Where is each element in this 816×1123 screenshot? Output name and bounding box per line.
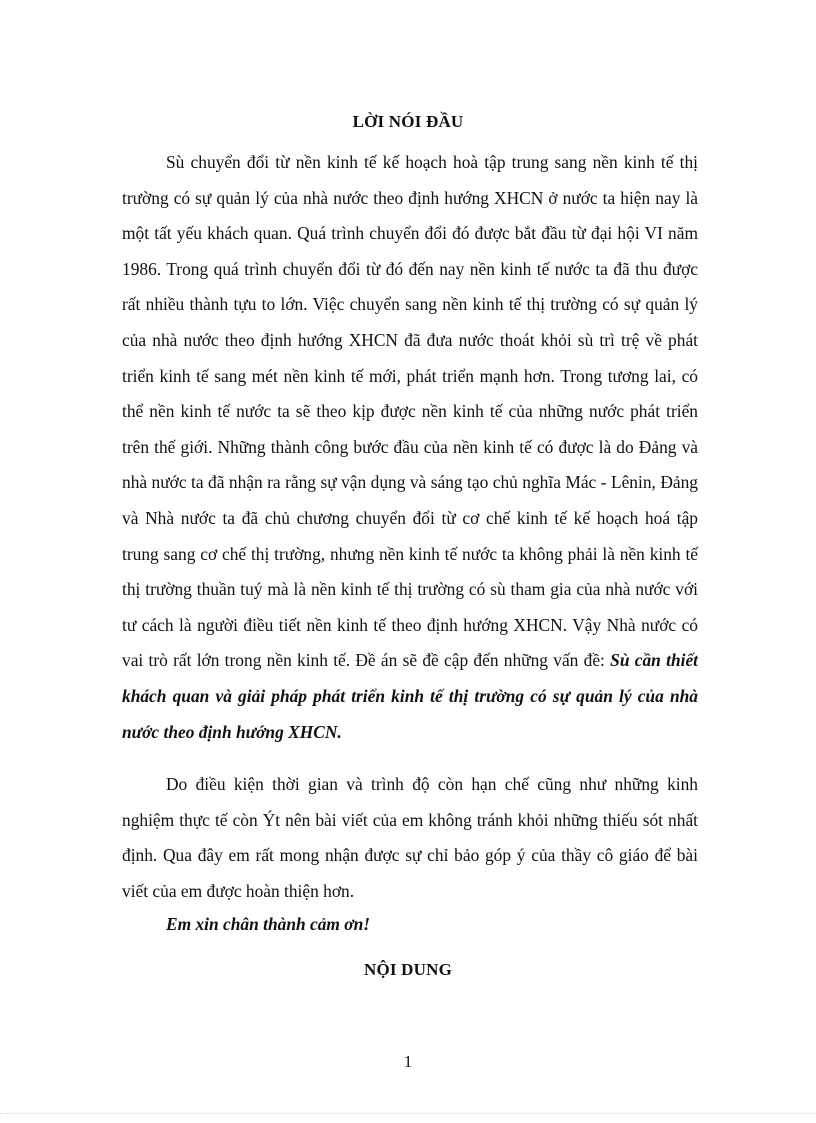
page-number: 1 <box>403 1052 413 1071</box>
intro-paragraph-2: Do điều kiện thời gian và trình độ còn hạn chế cũng như những kinh nghiệm thực tế còn Ýt nên bài viết của em không tránh khỏi những thiếu sót nhất định. Qua đây em rất mong nhận được sự chỉ bảo góp ý của thầy cô giáo để bài viết của em được hoàn thiện hơn. <box>122 774 698 901</box>
intro-paragraph-1 <box>122 145 698 750</box>
intro-heading: LỜI NÓI ĐẦU <box>352 112 464 131</box>
content-heading: NỘI DUNG <box>363 960 453 979</box>
thanks-line: Em xin chân thành cảm ơn! <box>166 914 371 934</box>
page-divider <box>0 1113 816 1114</box>
paragraph-1-text: Sù chuyển đổi từ nền kinh tế kế hoạch hoà tập trung sang nền kinh tế thị trường có sự quản lý của nhà nước theo định hướng XHCN ở nước ta hiện nay là một tất yếu khách quan. Quá trình chuyển đổi đó được bắt đầu từ đại hội VI năm 1986. Trong quá trình chuyển đổi từ đó đến nay nền kinh tế nước ta đã thu được rất nhiều thành tựu to lớn. Việc chuyển sang nền kinh tế thị trường có sự quản lý của nhà nước theo định hướng XHCN đã đưa nước thoát khỏi sù trì trệ về phát triển kinh tế sang mét nền kinh tế mới, phát triển mạnh hơn. Trong tương lai, có thể nền kinh tế nước ta sẽ theo kịp được nền kinh tế của những nước phát triển trên thế giới. Những thành công bước đầu của nền kinh tế có được là do Đảng và nhà nước ta đã nhận ra rằng sự vận dụng và sáng tạo chủ nghĩa Mác - Lênin, Đảng và Nhà nước ta đã chủ chương chuyển đổi từ cơ chế kinh tế kế hoạch hoá tập trung sang cơ chế thị trường, nhưng nền kinh tế nước ta không phải là nền kinh tế thị trường thuần tuý mà là nền kinh tế thị trường có sù tham gia của nhà nước với tư cách là người điều tiết nền kinh tế theo định hướng XHCN. Vậy Nhà nước có vai trò rất lớn trong nền kinh tế. Đề án sẽ đề cập đến những vấn đề: <box>122 152 698 671</box>
paragraph-1-emphasis: Sù cần thiết khách quan và giải pháp phát triển kinh tế thị trường có sự quản lý của nhà nước theo định hướng XHCN. <box>122 650 698 742</box>
